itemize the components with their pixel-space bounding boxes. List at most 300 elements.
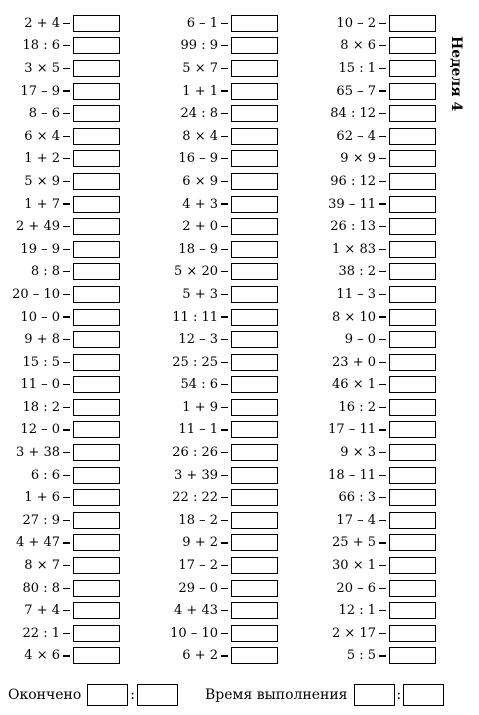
equals-dash xyxy=(221,45,228,46)
problem-expression xyxy=(318,61,386,76)
problem-expression xyxy=(2,242,70,257)
problem-expression xyxy=(160,400,228,415)
problem-row xyxy=(2,464,120,487)
answer-box[interactable] xyxy=(231,376,278,393)
answer-box[interactable] xyxy=(73,331,120,348)
problem-column-1 xyxy=(2,12,120,667)
problem-row xyxy=(318,261,436,284)
problem-expression xyxy=(318,287,386,302)
answer-box[interactable] xyxy=(73,83,120,100)
problem-row xyxy=(2,57,120,80)
answer-box[interactable] xyxy=(231,83,278,100)
problem-text: 6 : 6 xyxy=(30,467,60,483)
problem-text: 4 × 6 xyxy=(24,648,60,664)
answer-box[interactable] xyxy=(389,105,436,122)
answer-box[interactable] xyxy=(73,309,120,326)
problem-expression xyxy=(160,151,228,166)
problem-expression xyxy=(160,648,228,663)
problem-text: 66 : 3 xyxy=(338,490,376,506)
answer-box[interactable] xyxy=(231,354,278,371)
problem-expression xyxy=(2,219,70,234)
problem-expression xyxy=(318,197,386,212)
equals-dash xyxy=(221,655,228,656)
problem-row xyxy=(2,193,120,216)
problem-text: 17 – 9 xyxy=(20,83,60,99)
problem-expression xyxy=(2,332,70,347)
equals-dash xyxy=(379,452,386,453)
equals-dash xyxy=(221,407,228,408)
time-colon: : xyxy=(396,687,402,703)
problem-expression xyxy=(2,626,70,641)
problem-row xyxy=(2,261,120,284)
answer-box[interactable] xyxy=(73,421,120,438)
answer-box[interactable] xyxy=(73,580,120,597)
equals-dash xyxy=(379,565,386,566)
problem-row xyxy=(160,396,278,419)
problem-expression xyxy=(318,581,386,596)
equals-dash xyxy=(63,203,70,204)
equals-dash xyxy=(221,475,228,476)
equals-dash xyxy=(63,68,70,69)
equals-dash xyxy=(63,249,70,250)
answer-box[interactable] xyxy=(389,444,436,461)
answer-box[interactable] xyxy=(73,647,120,664)
problem-text: 20 – 6 xyxy=(336,580,376,596)
problem-text: 15 : 1 xyxy=(338,60,376,76)
answer-box[interactable] xyxy=(73,467,120,484)
answer-box[interactable] xyxy=(231,241,278,258)
problem-text: 23 + 0 xyxy=(332,354,376,370)
problem-expression xyxy=(318,468,386,483)
equals-dash xyxy=(379,181,386,182)
problem-expression xyxy=(318,377,386,392)
problem-expression xyxy=(2,310,70,325)
problem-text: 38 : 2 xyxy=(338,264,376,280)
problem-expression xyxy=(160,38,228,53)
answer-box[interactable] xyxy=(231,218,278,235)
equals-dash xyxy=(221,316,228,317)
problem-expression xyxy=(160,332,228,347)
answer-box[interactable] xyxy=(231,196,278,213)
equals-dash xyxy=(379,497,386,498)
equals-dash xyxy=(221,633,228,634)
answer-box[interactable] xyxy=(73,60,120,77)
equals-dash xyxy=(63,181,70,182)
answer-box[interactable] xyxy=(73,354,120,371)
answer-box[interactable] xyxy=(73,534,120,551)
answer-box[interactable] xyxy=(389,263,436,280)
answer-box[interactable] xyxy=(231,512,278,529)
problem-row xyxy=(318,396,436,419)
answer-box[interactable] xyxy=(231,105,278,122)
answer-box[interactable] xyxy=(73,105,120,122)
answer-box[interactable] xyxy=(389,512,436,529)
equals-dash xyxy=(379,542,386,543)
problem-expression xyxy=(2,513,70,528)
problem-expression xyxy=(318,38,386,53)
problem-text: 30 × 1 xyxy=(332,558,376,574)
answer-box[interactable] xyxy=(73,241,120,258)
problem-expression xyxy=(2,174,70,189)
answer-box[interactable] xyxy=(73,399,120,416)
problem-row xyxy=(318,238,436,261)
answer-box[interactable] xyxy=(231,263,278,280)
problem-text: 3 + 39 xyxy=(174,467,218,483)
problem-text: 18 : 2 xyxy=(22,399,60,415)
problem-row xyxy=(160,351,278,374)
answer-box[interactable] xyxy=(389,218,436,235)
answer-box[interactable] xyxy=(231,15,278,32)
problem-text: 11 : 11 xyxy=(172,309,218,325)
problem-expression xyxy=(160,422,228,437)
problem-expression xyxy=(160,445,228,460)
problem-expression xyxy=(160,310,228,325)
problem-text: 11 – 3 xyxy=(336,286,376,302)
problem-text: 8 × 7 xyxy=(24,558,60,574)
equals-dash xyxy=(221,362,228,363)
answer-box[interactable] xyxy=(231,580,278,597)
equals-dash xyxy=(221,497,228,498)
answer-box[interactable] xyxy=(231,421,278,438)
problem-text: 22 : 22 xyxy=(172,490,218,506)
problem-row xyxy=(318,57,436,80)
answer-box[interactable] xyxy=(73,173,120,190)
problem-text: 25 + 5 xyxy=(332,535,376,551)
answer-box[interactable] xyxy=(231,534,278,551)
problem-expression xyxy=(2,106,70,121)
problem-expression xyxy=(318,513,386,528)
equals-dash xyxy=(63,610,70,611)
equals-dash xyxy=(379,520,386,521)
problem-row xyxy=(2,12,120,35)
problem-row xyxy=(2,283,120,306)
equals-dash xyxy=(63,655,70,656)
equals-dash xyxy=(379,610,386,611)
answer-box[interactable] xyxy=(389,83,436,100)
answer-box[interactable] xyxy=(389,625,436,642)
answer-box[interactable] xyxy=(389,421,436,438)
equals-dash xyxy=(63,542,70,543)
problem-text: 12 – 3 xyxy=(178,332,218,348)
answer-box[interactable] xyxy=(389,376,436,393)
answer-box[interactable] xyxy=(231,286,278,303)
answer-box[interactable] xyxy=(231,331,278,348)
answer-box[interactable] xyxy=(389,309,436,326)
problem-row xyxy=(318,622,436,645)
equals-dash xyxy=(63,429,70,430)
equals-dash xyxy=(63,497,70,498)
problem-row xyxy=(318,464,436,487)
answer-box[interactable] xyxy=(73,150,120,167)
problem-row xyxy=(318,351,436,374)
problem-row xyxy=(160,35,278,58)
answer-box[interactable] xyxy=(231,150,278,167)
equals-dash xyxy=(221,384,228,385)
problem-row xyxy=(2,170,120,193)
problem-expression xyxy=(2,648,70,663)
problem-row xyxy=(318,12,436,35)
answer-box[interactable] xyxy=(389,399,436,416)
problem-text: 9 × 3 xyxy=(340,445,376,461)
problem-column-2 xyxy=(160,12,278,667)
problem-text: 1 + 9 xyxy=(182,399,218,415)
answer-box[interactable] xyxy=(389,557,436,574)
problem-row xyxy=(160,57,278,80)
problem-expression xyxy=(318,332,386,347)
equals-dash xyxy=(221,181,228,182)
time-minutes-box[interactable] xyxy=(354,684,395,706)
answer-box[interactable] xyxy=(73,37,120,54)
problem-expression xyxy=(2,377,70,392)
problem-text: 17 – 4 xyxy=(336,512,376,528)
answer-box[interactable] xyxy=(231,309,278,326)
answer-box[interactable] xyxy=(231,37,278,54)
problem-text: 1 + 2 xyxy=(24,151,60,167)
problem-text: 5 × 9 xyxy=(24,173,60,189)
answer-box[interactable] xyxy=(389,354,436,371)
problem-text: 39 – 11 xyxy=(328,196,376,212)
problem-row xyxy=(160,622,278,645)
answer-box[interactable] xyxy=(389,37,436,54)
problem-row xyxy=(318,328,436,351)
finished-minutes-box[interactable] xyxy=(137,684,178,706)
problem-row xyxy=(160,238,278,261)
problem-expression xyxy=(2,558,70,573)
answer-box[interactable] xyxy=(231,399,278,416)
equals-dash xyxy=(379,158,386,159)
problem-row xyxy=(318,102,436,125)
problem-expression xyxy=(160,106,228,121)
problem-row xyxy=(318,283,436,306)
finished-label: Окончено xyxy=(8,687,82,703)
problem-text: 46 × 1 xyxy=(332,377,376,393)
problem-expression xyxy=(160,377,228,392)
answer-box[interactable] xyxy=(389,241,436,258)
answer-box[interactable] xyxy=(73,602,120,619)
answer-box[interactable] xyxy=(231,647,278,664)
equals-dash xyxy=(379,475,386,476)
problem-expression xyxy=(318,603,386,618)
problem-row xyxy=(160,419,278,442)
equals-dash xyxy=(63,384,70,385)
equals-dash xyxy=(63,158,70,159)
answer-box[interactable] xyxy=(73,15,120,32)
problem-text: 12 – 0 xyxy=(20,422,60,438)
problem-text: 8 × 6 xyxy=(340,38,376,54)
problem-text: 3 + 38 xyxy=(16,445,60,461)
problem-row xyxy=(2,328,120,351)
problem-text: 4 + 43 xyxy=(174,603,218,619)
problem-row xyxy=(318,645,436,668)
equals-dash xyxy=(379,249,386,250)
answer-box[interactable] xyxy=(389,60,436,77)
answer-box[interactable] xyxy=(389,580,436,597)
equals-dash xyxy=(63,633,70,634)
problem-row xyxy=(160,306,278,329)
problem-row xyxy=(160,12,278,35)
problem-expression xyxy=(2,264,70,279)
answer-box[interactable] xyxy=(231,557,278,574)
problem-text: 1 × 83 xyxy=(332,241,376,257)
problem-row xyxy=(318,599,436,622)
equals-dash xyxy=(221,429,228,430)
problem-expression xyxy=(2,535,70,550)
problem-expression xyxy=(2,490,70,505)
answer-box[interactable] xyxy=(73,512,120,529)
equals-dash xyxy=(63,23,70,24)
answer-box[interactable] xyxy=(73,376,120,393)
problem-text: 10 – 2 xyxy=(336,15,376,31)
problem-expression xyxy=(160,287,228,302)
equals-dash xyxy=(221,158,228,159)
problem-expression xyxy=(160,626,228,641)
answer-box[interactable] xyxy=(231,467,278,484)
answer-box[interactable] xyxy=(231,489,278,506)
answer-box[interactable] xyxy=(73,218,120,235)
equals-dash xyxy=(379,203,386,204)
answer-box[interactable] xyxy=(73,196,120,213)
problem-expression xyxy=(318,422,386,437)
equals-dash xyxy=(221,520,228,521)
equals-dash xyxy=(221,452,228,453)
answer-box[interactable] xyxy=(389,467,436,484)
problem-text: 22 : 1 xyxy=(22,625,60,641)
problem-text: 9 + 8 xyxy=(24,332,60,348)
problem-expression xyxy=(2,445,70,460)
answer-box[interactable] xyxy=(231,60,278,77)
problem-row xyxy=(318,170,436,193)
equals-dash xyxy=(379,588,386,589)
problem-text: 5 : 5 xyxy=(346,648,376,664)
problem-row xyxy=(318,193,436,216)
problem-row xyxy=(2,577,120,600)
problem-row xyxy=(2,102,120,125)
problem-row xyxy=(160,215,278,238)
problem-text: 9 × 9 xyxy=(340,151,376,167)
problem-row xyxy=(318,306,436,329)
answer-box[interactable] xyxy=(231,128,278,145)
problem-expression xyxy=(2,355,70,370)
finished-colon: : xyxy=(130,687,136,703)
problem-text: 16 : 2 xyxy=(338,399,376,415)
problem-text: 29 – 0 xyxy=(178,580,218,596)
answer-box[interactable] xyxy=(389,286,436,303)
problem-expression xyxy=(2,400,70,415)
problem-row xyxy=(318,374,436,397)
problem-row xyxy=(2,645,120,668)
problem-row xyxy=(2,509,120,532)
problem-text: 6 – 1 xyxy=(186,15,218,31)
equals-dash xyxy=(221,203,228,204)
answer-box[interactable] xyxy=(389,534,436,551)
problem-expression xyxy=(2,61,70,76)
equals-dash xyxy=(379,226,386,227)
problem-row xyxy=(160,80,278,103)
equals-dash xyxy=(63,316,70,317)
answer-box[interactable] xyxy=(73,263,120,280)
problem-text: 10 – 0 xyxy=(20,309,60,325)
problem-expression xyxy=(2,129,70,144)
problem-row xyxy=(160,102,278,125)
problem-expression xyxy=(2,581,70,596)
answer-box[interactable] xyxy=(73,557,120,574)
equals-dash xyxy=(379,339,386,340)
problem-text: 8 × 10 xyxy=(332,309,376,325)
problem-text: 18 : 6 xyxy=(22,38,60,54)
problem-text: 54 : 6 xyxy=(180,377,218,393)
problem-text: 18 – 2 xyxy=(178,512,218,528)
problem-expression xyxy=(2,38,70,53)
answer-box[interactable] xyxy=(389,489,436,506)
equals-dash xyxy=(379,655,386,656)
problem-row xyxy=(160,464,278,487)
problem-row xyxy=(160,509,278,532)
answer-box[interactable] xyxy=(389,128,436,145)
answer-box[interactable] xyxy=(73,489,120,506)
finished-hours-box[interactable] xyxy=(87,684,128,706)
answer-box[interactable] xyxy=(389,173,436,190)
equals-dash xyxy=(63,90,70,91)
answer-box[interactable] xyxy=(73,286,120,303)
problem-expression xyxy=(160,581,228,596)
equals-dash xyxy=(63,565,70,566)
problem-row xyxy=(160,125,278,148)
problem-row xyxy=(2,374,120,397)
problem-row xyxy=(160,577,278,600)
problem-row xyxy=(2,351,120,374)
problem-row xyxy=(2,554,120,577)
answer-box[interactable] xyxy=(389,331,436,348)
problem-text: 2 + 0 xyxy=(182,219,218,235)
problem-text: 2 + 49 xyxy=(16,219,60,235)
equals-dash xyxy=(221,588,228,589)
time-seconds-box[interactable] xyxy=(403,684,444,706)
problem-row xyxy=(160,441,278,464)
problem-row xyxy=(160,261,278,284)
equals-dash xyxy=(221,542,228,543)
answer-box[interactable] xyxy=(231,602,278,619)
answer-box[interactable] xyxy=(389,150,436,167)
equals-dash xyxy=(63,113,70,114)
answer-box[interactable] xyxy=(73,444,120,461)
problem-expression xyxy=(160,129,228,144)
equals-dash xyxy=(221,23,228,24)
problem-text: 62 – 4 xyxy=(336,128,376,144)
answer-box[interactable] xyxy=(73,128,120,145)
problem-row xyxy=(160,283,278,306)
answer-box[interactable] xyxy=(389,647,436,664)
problem-text: 9 – 0 xyxy=(344,332,376,348)
problem-row xyxy=(2,532,120,555)
answer-box[interactable] xyxy=(231,625,278,642)
problem-row xyxy=(2,125,120,148)
answer-box[interactable] xyxy=(231,444,278,461)
answer-box[interactable] xyxy=(389,196,436,213)
problem-text: 10 – 10 xyxy=(170,625,218,641)
answer-box[interactable] xyxy=(389,602,436,619)
problem-text: 1 + 7 xyxy=(24,196,60,212)
answer-box[interactable] xyxy=(389,15,436,32)
problem-text: 5 × 20 xyxy=(174,264,218,280)
equals-dash xyxy=(379,633,386,634)
problem-expression xyxy=(160,603,228,618)
problem-row xyxy=(160,374,278,397)
problem-row xyxy=(2,80,120,103)
answer-box[interactable] xyxy=(73,625,120,642)
problem-expression xyxy=(160,535,228,550)
answer-box[interactable] xyxy=(231,173,278,190)
problem-expression xyxy=(318,558,386,573)
